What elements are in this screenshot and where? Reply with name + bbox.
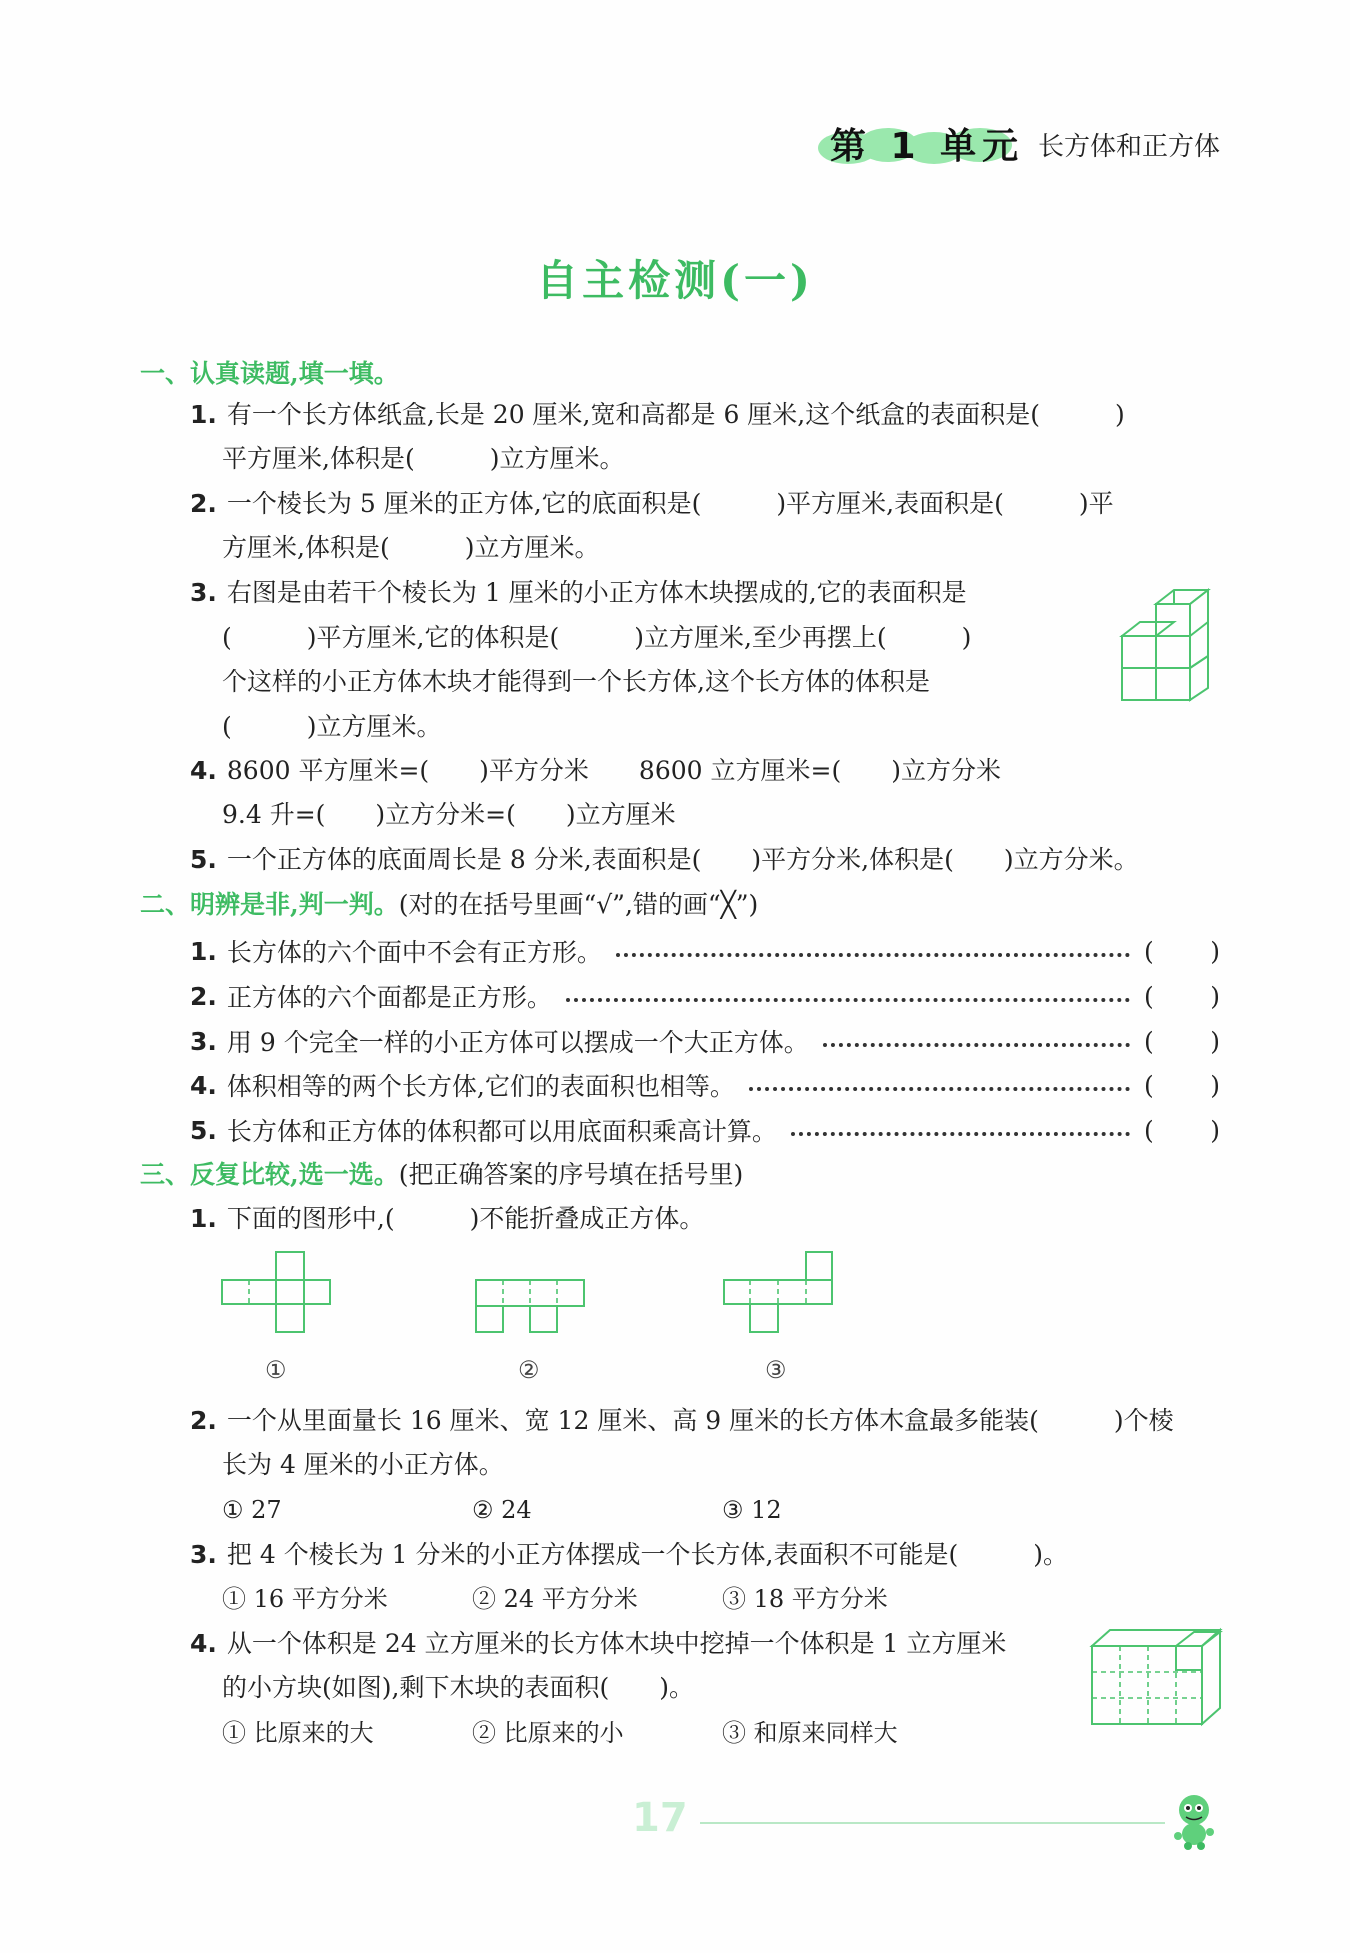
s1-q3-line2: ( )平方厘米,它的体积是( )立方厘米,至少再摆上( ): [222, 623, 972, 652]
tf-item: 3. 用 9 个完全一样的小正方体可以摆成一个大正方体。 ( ): [190, 1026, 1220, 1057]
s3-q4-line2: 的小方块(如图),剩下木块的表面积( )。: [222, 1673, 694, 1702]
s3-q3-line: 3. 把 4 个棱长为 1 分米的小正方体摆成一个长方体,表面积不可能是( )。: [190, 1540, 1068, 1569]
s1-q4-line2: 9.4 升=( )立方分米=( )立方厘米: [222, 800, 676, 829]
s3-q3-option: ③ 18 平方分米: [722, 1585, 888, 1613]
s3-q3-option: ② 24 平方分米: [472, 1585, 638, 1613]
s3-q4-option: ① 比原来的大: [222, 1719, 374, 1747]
s1-q4-line1: 4. 8600 平方厘米=( )平方分米 8600 立方厘米=( )立方分米: [190, 756, 1001, 785]
s1-q1-line1: 1. 有一个长方体纸盒,长是 20 厘米,宽和高都是 6 厘米,这个纸盒的表面积是( ): [190, 400, 1125, 429]
s3-q2-option: ② 24: [472, 1496, 532, 1524]
page-number: 17: [632, 1795, 688, 1841]
cube-net-3-figure: [722, 1250, 834, 1334]
s3-q2-line1: 2. 一个从里面量长 16 厘米、宽 12 厘米、高 9 厘米的长方体木盒最多能装( )个棱: [190, 1406, 1174, 1435]
s1-q3-line4: ( )立方厘米。: [222, 712, 442, 741]
s3-q2-option: ① 27: [222, 1496, 282, 1524]
s1-q2-line2: 方厘米,体积是( )立方厘米。: [222, 533, 600, 562]
footer-divider: [700, 1822, 1165, 1824]
stacked-cubes-figure: [1120, 578, 1230, 703]
cuboid-notch-figure: [1090, 1628, 1225, 1728]
s1-q1-line2: 平方厘米,体积是( )立方厘米。: [222, 444, 625, 473]
s3-q2-line2: 长为 4 厘米的小正方体。: [222, 1450, 504, 1479]
s3-q2-option: ③ 12: [722, 1496, 782, 1524]
s1-q3-line1: 3. 右图是由若干个棱长为 1 厘米的小正方体木块摆成的,它的表面积是: [190, 578, 967, 607]
tf-item: 5. 长方体和正方体的体积都可以用底面积乘高计算。 ( ): [190, 1115, 1220, 1146]
tf-item: 2. 正方体的六个面都是正方形。 ( ): [190, 981, 1220, 1012]
section1-heading: 一、认真读题,填一填。: [140, 359, 399, 388]
s3-q3-option: ① 16 平方分米: [222, 1585, 388, 1613]
unit-subtitle: 长方体和正方体: [1038, 132, 1221, 162]
s1-q3-line3: 个这样的小正方体木块才能得到一个长方体,这个长方体的体积是: [222, 667, 930, 696]
s3-q4-option: ③ 和原来同样大: [722, 1719, 898, 1747]
s3-q4-option: ② 比原来的小: [472, 1719, 624, 1747]
tf-item: 1. 长方体的六个面中不会有正方形。 ( ): [190, 936, 1220, 967]
s1-q5-line1: 5. 一个正方体的底面周长是 8 分米,表面积是( )平方分米,体积是( )立方分米。: [190, 845, 1139, 874]
mascot-icon: [1168, 1790, 1226, 1850]
cube-net-2-figure: [474, 1278, 586, 1334]
net-3-label: ③: [765, 1356, 787, 1384]
net-2-label: ②: [518, 1356, 540, 1384]
s3-q4-line1: 4. 从一个体积是 24 立方厘米的长方体木块中挖掉一个体积是 1 立方厘米: [190, 1629, 1007, 1658]
s3-q1-line: 1. 下面的图形中,( )不能折叠成正方体。: [190, 1204, 705, 1233]
section3-heading: 三、反复比较,选一选。(把正确答案的序号填在括号里): [140, 1160, 744, 1189]
s1-q2-line1: 2. 一个棱长为 5 厘米的正方体,它的底面积是( )平方厘米,表面积是( )平: [190, 489, 1114, 518]
net-1-label: ①: [265, 1356, 287, 1384]
cube-net-1-figure: [220, 1250, 332, 1334]
tf-item: 4. 体积相等的两个长方体,它们的表面积也相等。 ( ): [190, 1070, 1220, 1101]
page-title: 自主检测(一): [536, 256, 814, 305]
unit-title: 第 1 单元: [830, 126, 1025, 167]
section2-heading: 二、明辨是非,判一判。(对的在括号里画“√”,错的画“╳”): [140, 890, 759, 919]
